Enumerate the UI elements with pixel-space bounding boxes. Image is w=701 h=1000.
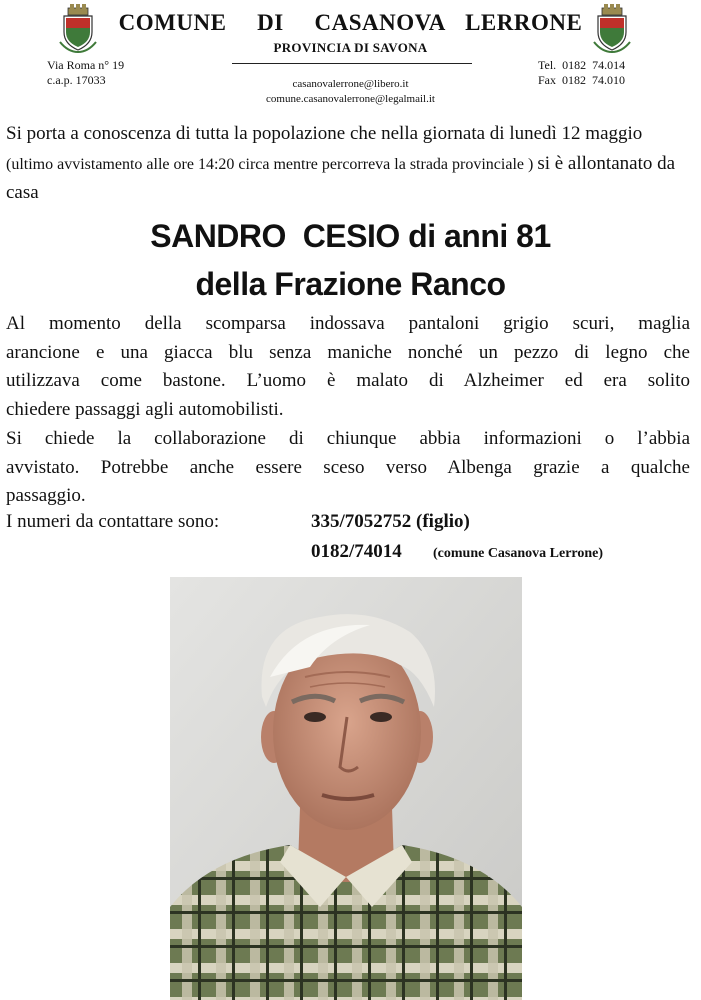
missing-person-name: SANDRO CESIO di anni 81 — [150, 218, 551, 254]
contacts-label: I numeri da contattare sono: — [6, 511, 220, 532]
fax-number: Fax 0182 74.010 — [538, 73, 625, 87]
intro-text: Si porta a conoscenza di tutta la popolazione che nella giornata di lunedì 12 maggio — [6, 123, 643, 144]
description-line: Al momento della scomparsa indossava pantaloni grigio scuri, maglia — [6, 313, 690, 334]
header-divider — [232, 63, 472, 64]
appeal-line: passaggio. — [6, 485, 86, 506]
description-paragraph — [6, 310, 690, 424]
description-line: utilizzava come bastone. L’uomo è malato di Alzheimer ed era solito — [6, 370, 690, 391]
appeal-line: Si chiede la collaborazione di chiunque abbia informazioni o l’abbia — [6, 428, 690, 449]
description-line: chiedere passaggi agli automobilisti. — [6, 398, 284, 420]
last-sighting-note: (ultimo avvistamento alle ore 14:20 circa mentre percorreva la strada provinciale ) — [6, 155, 538, 173]
phone-son[interactable]: 335/7052752 (figlio) — [311, 511, 470, 532]
municipality-title: COMUNE DI CASANOVA LERRONE — [118, 10, 583, 35]
description-line: arancione e una giacca blu senza maniche nonché un pezzo di legno che — [6, 341, 690, 363]
intro-paragraph — [6, 120, 690, 208]
phone-municipality[interactable]: 0182/74014 — [311, 541, 402, 562]
telephone-number: Tel. 0182 74.014 — [538, 58, 626, 72]
phone-municipality-note: (comune Casanova Lerrone) — [433, 546, 604, 561]
intro-text-end: si è allontanato da casa — [6, 152, 676, 203]
missing-person-hamlet: della Frazione Ranco — [195, 266, 506, 302]
email-primary[interactable]: casanovalerrone@libero.it — [292, 78, 409, 90]
email-pec[interactable]: comune.casanovalerrone@legalmail.it — [266, 93, 435, 105]
appeal-paragraph — [6, 425, 690, 511]
street-address: Via Roma n° 19 — [47, 58, 125, 72]
missing-person-photo — [170, 577, 522, 1000]
phone-fax — [538, 58, 625, 88]
postal-code: c.a.p. 17033 — [47, 73, 106, 87]
province-subtitle: PROVINCIA DI SAVONA — [273, 40, 428, 55]
appeal-line: avvistato. Potrebbe anche essere sceso verso Albenga grazie a qualche — [6, 456, 690, 478]
